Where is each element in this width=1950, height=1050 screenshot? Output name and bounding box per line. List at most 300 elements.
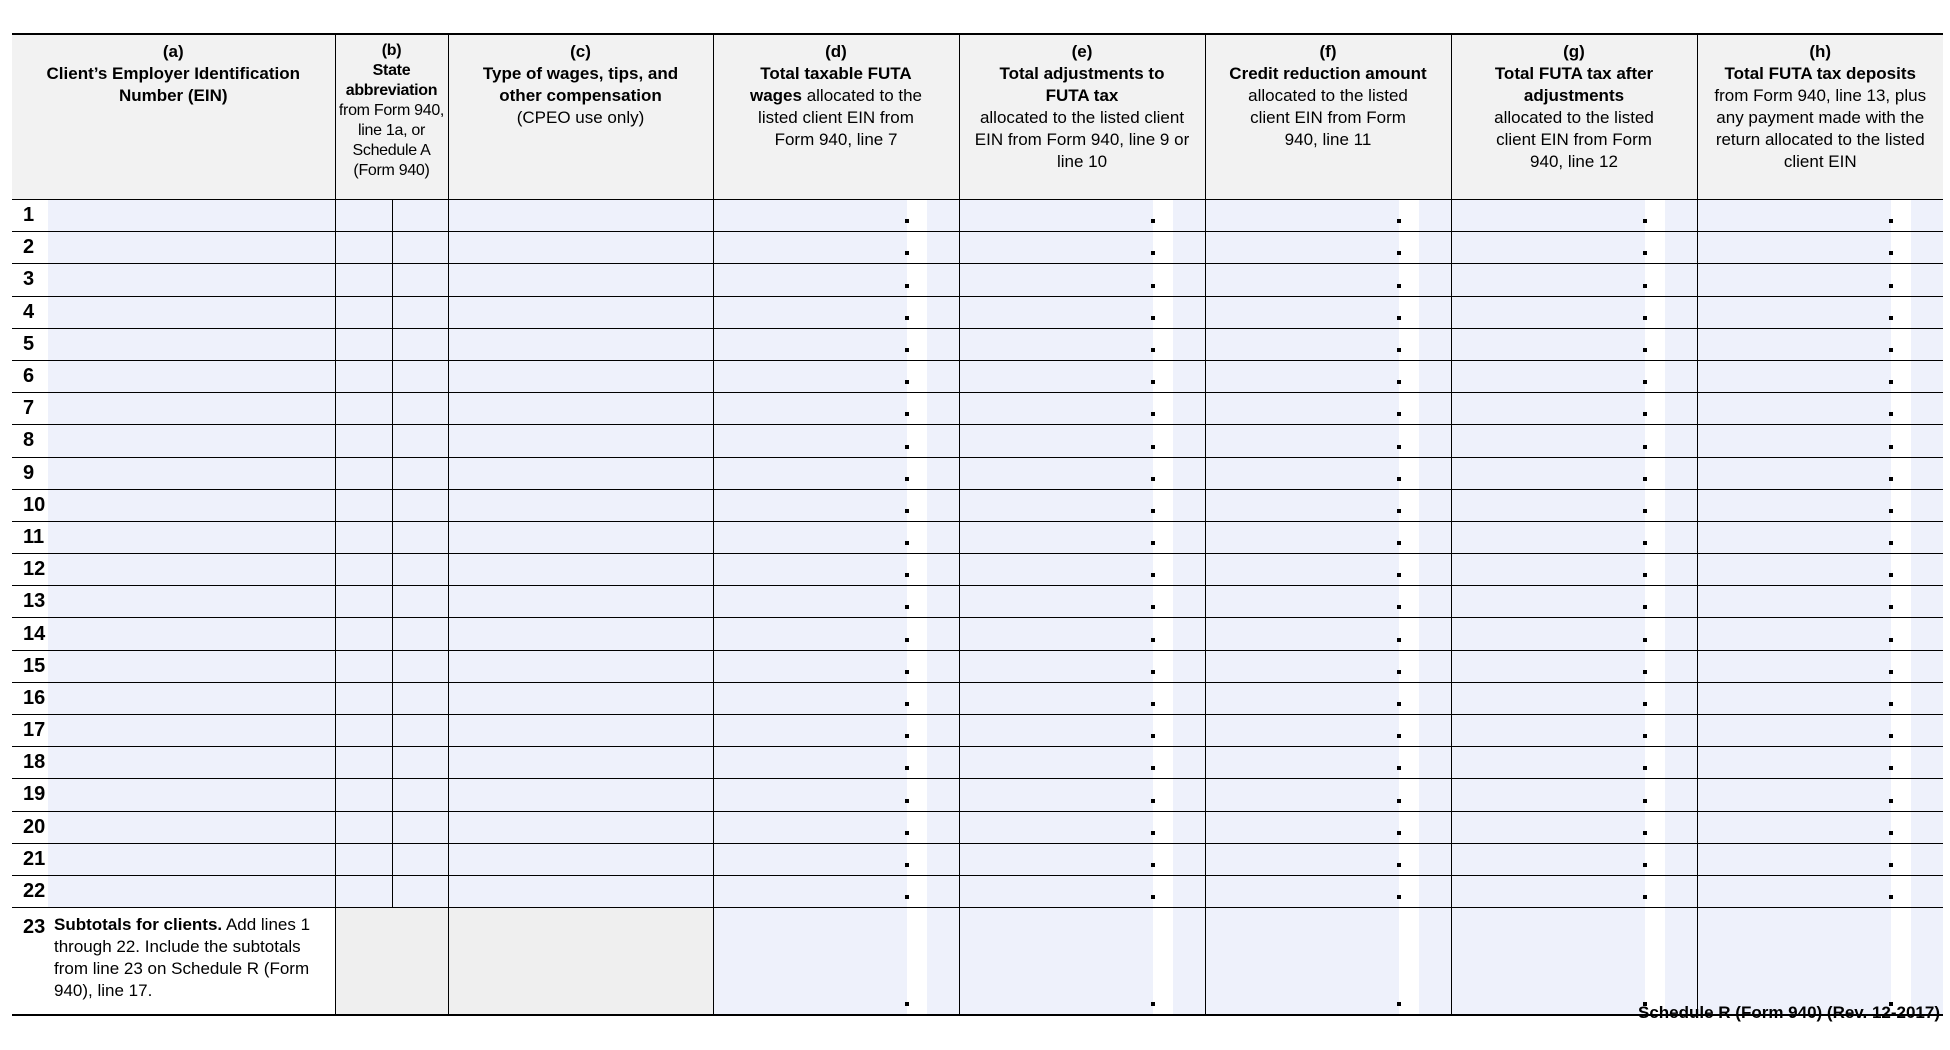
amount-field-g[interactable]	[1451, 682, 1697, 714]
amount-field-f[interactable]	[1205, 747, 1451, 779]
amount-field-g[interactable]	[1451, 715, 1697, 747]
table-row	[12, 425, 1943, 457]
decimal-point	[905, 380, 909, 384]
amount-field-d[interactable]	[713, 457, 959, 489]
decimal-point	[1397, 380, 1401, 384]
decimal-point	[1643, 316, 1647, 320]
form-footer: Schedule R (Form 940) (Rev. 12-2017)	[1637, 1003, 1940, 1022]
state-abbreviation-field[interactable]	[335, 457, 448, 489]
wage-type-field[interactable]	[448, 715, 713, 747]
amount-field-g[interactable]	[1451, 425, 1697, 457]
amount-field-e[interactable]	[959, 264, 1205, 296]
line-number: 20	[12, 811, 48, 843]
decimal-point	[1643, 734, 1647, 738]
amount-field-d[interactable]	[713, 489, 959, 521]
decimal-point	[1151, 251, 1155, 255]
amount-field-e[interactable]	[959, 360, 1205, 392]
wage-type-field[interactable]	[448, 393, 713, 425]
decimal-point	[1643, 799, 1647, 803]
decimal-point	[905, 1002, 909, 1006]
client-ein-field[interactable]	[48, 586, 335, 618]
decimal-point	[1397, 670, 1401, 674]
state-abbreviation-field[interactable]	[335, 328, 448, 360]
amount-field-g[interactable]	[1451, 489, 1697, 521]
decimal-point	[1151, 477, 1155, 481]
amount-field-h[interactable]	[1697, 875, 1943, 907]
amount-field-f[interactable]	[1205, 393, 1451, 425]
subtotal-field-d[interactable]	[713, 908, 959, 1016]
decimal-point	[1889, 348, 1893, 352]
decimal-point	[1397, 734, 1401, 738]
client-ein-field[interactable]	[48, 425, 335, 457]
client-ein-field[interactable]	[48, 360, 335, 392]
col-header-d	[713, 34, 959, 200]
col-title: Total adjustments to FUTA tax	[999, 64, 1165, 105]
state-abbreviation-field[interactable]	[335, 618, 448, 650]
amount-field-d[interactable]	[713, 200, 959, 232]
decimal-point	[1643, 895, 1647, 899]
client-ein-field[interactable]	[48, 618, 335, 650]
subtotal-field-g[interactable]	[1451, 908, 1697, 1016]
state-abbreviation-field[interactable]	[335, 586, 448, 618]
decimal-point	[1151, 380, 1155, 384]
decimal-point	[1889, 831, 1893, 835]
amount-field-g[interactable]	[1451, 328, 1697, 360]
decimal-point	[1643, 509, 1647, 513]
amount-field-h[interactable]	[1697, 811, 1943, 843]
col-letter: (e)	[1071, 42, 1093, 61]
amount-field-e[interactable]	[959, 715, 1205, 747]
state-abbreviation-field[interactable]	[335, 521, 448, 553]
decimal-point	[905, 251, 909, 255]
amount-field-f[interactable]	[1205, 650, 1451, 682]
line-number: 6	[12, 360, 48, 392]
client-ein-field[interactable]	[48, 521, 335, 553]
col-header-f	[1205, 34, 1451, 200]
amount-field-e[interactable]	[959, 843, 1205, 875]
state-abbreviation-field[interactable]	[335, 682, 448, 714]
amount-field-e[interactable]	[959, 554, 1205, 586]
amount-field-f[interactable]	[1205, 264, 1451, 296]
table-row	[12, 715, 1943, 747]
amount-field-d[interactable]	[713, 650, 959, 682]
amount-field-e[interactable]	[959, 875, 1205, 907]
table-row	[12, 264, 1943, 296]
amount-field-h[interactable]	[1697, 682, 1943, 714]
decimal-point	[1889, 509, 1893, 513]
decimal-point	[1889, 380, 1893, 384]
col-title: State abbreviation	[345, 62, 438, 99]
decimal-point	[1397, 638, 1401, 642]
state-abbreviation-field[interactable]	[335, 554, 448, 586]
amount-field-d[interactable]	[713, 779, 959, 811]
wage-type-field[interactable]	[448, 425, 713, 457]
state-abbreviation-field[interactable]	[335, 715, 448, 747]
amount-field-e[interactable]	[959, 489, 1205, 521]
state-abbreviation-field[interactable]	[335, 264, 448, 296]
client-ein-field[interactable]	[48, 232, 335, 264]
amount-field-f[interactable]	[1205, 360, 1451, 392]
wage-type-field[interactable]	[448, 489, 713, 521]
col-letter: (f)	[1319, 42, 1337, 61]
amount-field-g[interactable]	[1451, 875, 1697, 907]
wage-type-field[interactable]	[448, 586, 713, 618]
decimal-point	[905, 863, 909, 867]
wage-type-field[interactable]	[448, 360, 713, 392]
amount-field-e[interactable]	[959, 811, 1205, 843]
subtotal-field-h[interactable]	[1697, 908, 1943, 1016]
amount-field-e[interactable]	[959, 232, 1205, 264]
decimal-point	[1889, 863, 1893, 867]
client-ein-field[interactable]	[48, 393, 335, 425]
decimal-point	[905, 219, 909, 223]
client-ein-field[interactable]	[48, 843, 335, 875]
decimal-point	[1151, 766, 1155, 770]
table-row	[12, 521, 1943, 553]
state-abbreviation-field[interactable]	[335, 296, 448, 328]
decimal-point	[1397, 412, 1401, 416]
decimal-point	[1151, 670, 1155, 674]
state-abbreviation-field[interactable]	[335, 811, 448, 843]
line-number: 10	[12, 489, 48, 521]
col-title: Credit reduction amount	[1229, 64, 1427, 83]
state-abbreviation-field[interactable]	[335, 360, 448, 392]
amount-field-f[interactable]	[1205, 457, 1451, 489]
amount-field-d[interactable]	[713, 682, 959, 714]
line-number: 13	[12, 586, 48, 618]
decimal-point	[905, 573, 909, 577]
decimal-point	[1889, 702, 1893, 706]
subtotal-instructions: Add lines 1 through 22. Include the subtotals from line 23 on Schedule R (Form 940), line 17.	[54, 915, 311, 1001]
decimal-point	[905, 284, 909, 288]
line-number: 16	[12, 682, 48, 714]
amount-field-f[interactable]	[1205, 682, 1451, 714]
amount-field-h[interactable]	[1697, 264, 1943, 296]
decimal-point	[905, 509, 909, 513]
client-ein-field[interactable]	[48, 747, 335, 779]
col-letter: (a)	[162, 42, 184, 61]
decimal-point	[905, 412, 909, 416]
line-number: 23	[12, 908, 48, 1016]
schedule-r-table	[12, 33, 1943, 1016]
amount-field-g[interactable]	[1451, 843, 1697, 875]
amount-field-f[interactable]	[1205, 489, 1451, 521]
decimal-point	[1397, 1002, 1401, 1006]
decimal-point	[905, 316, 909, 320]
amount-field-f[interactable]	[1205, 843, 1451, 875]
state-abbreviation-field[interactable]	[335, 393, 448, 425]
wage-type-field[interactable]	[448, 682, 713, 714]
decimal-point	[1151, 863, 1155, 867]
amount-field-g[interactable]	[1451, 296, 1697, 328]
decimal-point	[1397, 219, 1401, 223]
amount-field-e[interactable]	[959, 393, 1205, 425]
amount-field-e[interactable]	[959, 200, 1205, 232]
amount-field-e[interactable]	[959, 328, 1205, 360]
amount-field-h[interactable]	[1697, 747, 1943, 779]
decimal-point	[1397, 284, 1401, 288]
wage-type-field[interactable]	[448, 650, 713, 682]
client-ein-field[interactable]	[48, 489, 335, 521]
line-number: 12	[12, 554, 48, 586]
amount-field-g[interactable]	[1451, 232, 1697, 264]
decimal-point	[1889, 477, 1893, 481]
amount-field-g[interactable]	[1451, 521, 1697, 553]
client-ein-field[interactable]	[48, 457, 335, 489]
table-row	[12, 360, 1943, 392]
wage-type-field[interactable]	[448, 779, 713, 811]
client-ein-field[interactable]	[48, 264, 335, 296]
amount-field-h[interactable]	[1697, 521, 1943, 553]
amount-field-h[interactable]	[1697, 328, 1943, 360]
state-abbreviation-field[interactable]	[335, 779, 448, 811]
amount-field-f[interactable]	[1205, 521, 1451, 553]
decimal-point	[1643, 477, 1647, 481]
decimal-point	[905, 348, 909, 352]
decimal-point	[1397, 316, 1401, 320]
client-ein-field[interactable]	[48, 554, 335, 586]
amount-field-h[interactable]	[1697, 586, 1943, 618]
amount-field-d[interactable]	[713, 811, 959, 843]
amount-field-e[interactable]	[959, 779, 1205, 811]
client-ein-field[interactable]	[48, 682, 335, 714]
decimal-point	[1643, 219, 1647, 223]
col-desc: allocated to the listed client EIN from Form 940, line 12	[1494, 108, 1654, 171]
wage-type-field[interactable]	[448, 328, 713, 360]
amount-field-d[interactable]	[713, 586, 959, 618]
client-ein-field[interactable]	[48, 328, 335, 360]
decimal-point	[1889, 670, 1893, 674]
amount-field-d[interactable]	[713, 393, 959, 425]
decimal-point	[1889, 734, 1893, 738]
line-number: 15	[12, 650, 48, 682]
decimal-point	[1151, 799, 1155, 803]
amount-field-f[interactable]	[1205, 586, 1451, 618]
amount-field-g[interactable]	[1451, 393, 1697, 425]
line-number: 19	[12, 779, 48, 811]
amount-field-h[interactable]	[1697, 618, 1943, 650]
amount-field-g[interactable]	[1451, 811, 1697, 843]
amount-field-g[interactable]	[1451, 747, 1697, 779]
col-header-g	[1451, 34, 1697, 200]
line-number: 22	[12, 875, 48, 907]
client-ein-field[interactable]	[48, 200, 335, 232]
amount-field-d[interactable]	[713, 232, 959, 264]
amount-field-d[interactable]	[713, 264, 959, 296]
decimal-point	[1151, 541, 1155, 545]
amount-field-g[interactable]	[1451, 779, 1697, 811]
amount-field-e[interactable]	[959, 747, 1205, 779]
decimal-point	[905, 541, 909, 545]
amount-field-d[interactable]	[713, 521, 959, 553]
amount-field-h[interactable]	[1697, 360, 1943, 392]
decimal-point	[1643, 445, 1647, 449]
amount-field-d[interactable]	[713, 618, 959, 650]
table-row	[12, 586, 1943, 618]
amount-field-h[interactable]	[1697, 489, 1943, 521]
amount-field-f[interactable]	[1205, 779, 1451, 811]
amount-field-d[interactable]	[713, 747, 959, 779]
amount-field-d[interactable]	[713, 715, 959, 747]
decimal-point	[1889, 412, 1893, 416]
decimal-point	[905, 670, 909, 674]
client-ein-field[interactable]	[48, 779, 335, 811]
col-title: Total FUTA tax after adjustments	[1494, 64, 1654, 105]
col-letter: (g)	[1563, 42, 1585, 61]
shaded-cell-b	[335, 908, 448, 1016]
decimal-point	[1397, 251, 1401, 255]
wage-type-field[interactable]	[448, 521, 713, 553]
amount-field-h[interactable]	[1697, 425, 1943, 457]
decimal-point	[1397, 702, 1401, 706]
decimal-point	[1397, 799, 1401, 803]
wage-type-field[interactable]	[448, 843, 713, 875]
table-row	[12, 779, 1943, 811]
table-row	[12, 200, 1943, 232]
amount-field-f[interactable]	[1205, 811, 1451, 843]
state-abbreviation-field[interactable]	[335, 875, 448, 907]
decimal-point	[1151, 284, 1155, 288]
state-abbreviation-field[interactable]	[335, 843, 448, 875]
table-row	[12, 296, 1943, 328]
amount-field-h[interactable]	[1697, 843, 1943, 875]
amount-field-f[interactable]	[1205, 618, 1451, 650]
decimal-point	[1397, 605, 1401, 609]
wage-type-field[interactable]	[448, 875, 713, 907]
subtotal-field-e[interactable]	[959, 908, 1205, 1016]
decimal-point	[1889, 799, 1893, 803]
amount-field-f[interactable]	[1205, 200, 1451, 232]
col-header-h	[1697, 34, 1943, 200]
state-abbreviation-field[interactable]	[335, 232, 448, 264]
table-row	[12, 328, 1943, 360]
wage-type-field[interactable]	[448, 811, 713, 843]
amount-field-g[interactable]	[1451, 618, 1697, 650]
line-number: 14	[12, 618, 48, 650]
line-number: 7	[12, 393, 48, 425]
state-abbreviation-field[interactable]	[335, 425, 448, 457]
col-header-c	[448, 34, 713, 200]
amount-field-h[interactable]	[1697, 715, 1943, 747]
amount-field-g[interactable]	[1451, 360, 1697, 392]
col-desc: (CPEO use only)	[516, 108, 645, 127]
amount-field-e[interactable]	[959, 618, 1205, 650]
amount-field-f[interactable]	[1205, 554, 1451, 586]
amount-field-h[interactable]	[1697, 554, 1943, 586]
state-abbreviation-field[interactable]	[335, 200, 448, 232]
amount-field-d[interactable]	[713, 843, 959, 875]
amount-field-f[interactable]	[1205, 296, 1451, 328]
amount-field-g[interactable]	[1451, 650, 1697, 682]
amount-field-f[interactable]	[1205, 875, 1451, 907]
amount-field-e[interactable]	[959, 650, 1205, 682]
decimal-point	[1889, 895, 1893, 899]
amount-field-d[interactable]	[713, 328, 959, 360]
client-ein-field[interactable]	[48, 811, 335, 843]
decimal-point	[1889, 605, 1893, 609]
amount-field-e[interactable]	[959, 682, 1205, 714]
state-abbreviation-field[interactable]	[335, 650, 448, 682]
wage-type-field[interactable]	[448, 747, 713, 779]
wage-type-field[interactable]	[448, 264, 713, 296]
decimal-point	[1643, 670, 1647, 674]
state-abbreviation-field[interactable]	[335, 489, 448, 521]
amount-field-h[interactable]	[1697, 296, 1943, 328]
amount-field-h[interactable]	[1697, 200, 1943, 232]
amount-field-e[interactable]	[959, 586, 1205, 618]
decimal-point	[1889, 445, 1893, 449]
amount-field-g[interactable]	[1451, 457, 1697, 489]
amount-field-f[interactable]	[1205, 328, 1451, 360]
client-ein-field[interactable]	[48, 715, 335, 747]
amount-field-d[interactable]	[713, 296, 959, 328]
amount-field-h[interactable]	[1697, 457, 1943, 489]
subtotal-field-f[interactable]	[1205, 908, 1451, 1016]
amount-field-h[interactable]	[1697, 650, 1943, 682]
col-desc: from Form 940, line 13, plus any payment made with the return allocated to the listed client EIN	[1714, 86, 1927, 171]
amount-field-g[interactable]	[1451, 200, 1697, 232]
decimal-point	[1889, 541, 1893, 545]
amount-field-d[interactable]	[713, 875, 959, 907]
amount-field-h[interactable]	[1697, 779, 1943, 811]
col-title: Type of wages, tips, and other compensation	[482, 64, 679, 105]
amount-field-e[interactable]	[959, 425, 1205, 457]
amount-field-g[interactable]	[1451, 586, 1697, 618]
table-row	[12, 457, 1943, 489]
amount-field-d[interactable]	[713, 554, 959, 586]
decimal-point	[1643, 251, 1647, 255]
amount-field-g[interactable]	[1451, 554, 1697, 586]
decimal-point	[1151, 702, 1155, 706]
amount-field-h[interactable]	[1697, 393, 1943, 425]
client-ein-field[interactable]	[48, 650, 335, 682]
wage-type-field[interactable]	[448, 618, 713, 650]
decimal-point	[1151, 316, 1155, 320]
state-abbreviation-field[interactable]	[335, 747, 448, 779]
amount-field-e[interactable]	[959, 521, 1205, 553]
decimal-point	[1151, 348, 1155, 352]
wage-type-field[interactable]	[448, 232, 713, 264]
decimal-point	[905, 638, 909, 642]
decimal-point	[905, 799, 909, 803]
wage-type-field[interactable]	[448, 457, 713, 489]
amount-field-f[interactable]	[1205, 425, 1451, 457]
decimal-point	[905, 605, 909, 609]
amount-field-h[interactable]	[1697, 232, 1943, 264]
wage-type-field[interactable]	[448, 554, 713, 586]
amount-field-f[interactable]	[1205, 232, 1451, 264]
subtotal-row	[12, 908, 1943, 1016]
amount-field-e[interactable]	[959, 457, 1205, 489]
line-number: 1	[12, 200, 48, 232]
amount-field-e[interactable]	[959, 296, 1205, 328]
amount-field-d[interactable]	[713, 425, 959, 457]
table-row	[12, 875, 1943, 907]
amount-field-g[interactable]	[1451, 264, 1697, 296]
column-header-row	[12, 34, 1943, 200]
decimal-point	[1397, 831, 1401, 835]
table-row	[12, 232, 1943, 264]
line-number: 21	[12, 843, 48, 875]
col-desc: from Form 940, line 1a, or Schedule A (Form 940)	[338, 102, 445, 179]
wage-type-field[interactable]	[448, 200, 713, 232]
client-ein-field[interactable]	[48, 875, 335, 907]
amount-field-d[interactable]	[713, 360, 959, 392]
col-desc: allocated to the listed client EIN from Form 940, line 7	[758, 86, 923, 149]
amount-field-f[interactable]	[1205, 715, 1451, 747]
wage-type-field[interactable]	[448, 296, 713, 328]
client-ein-field[interactable]	[48, 296, 335, 328]
